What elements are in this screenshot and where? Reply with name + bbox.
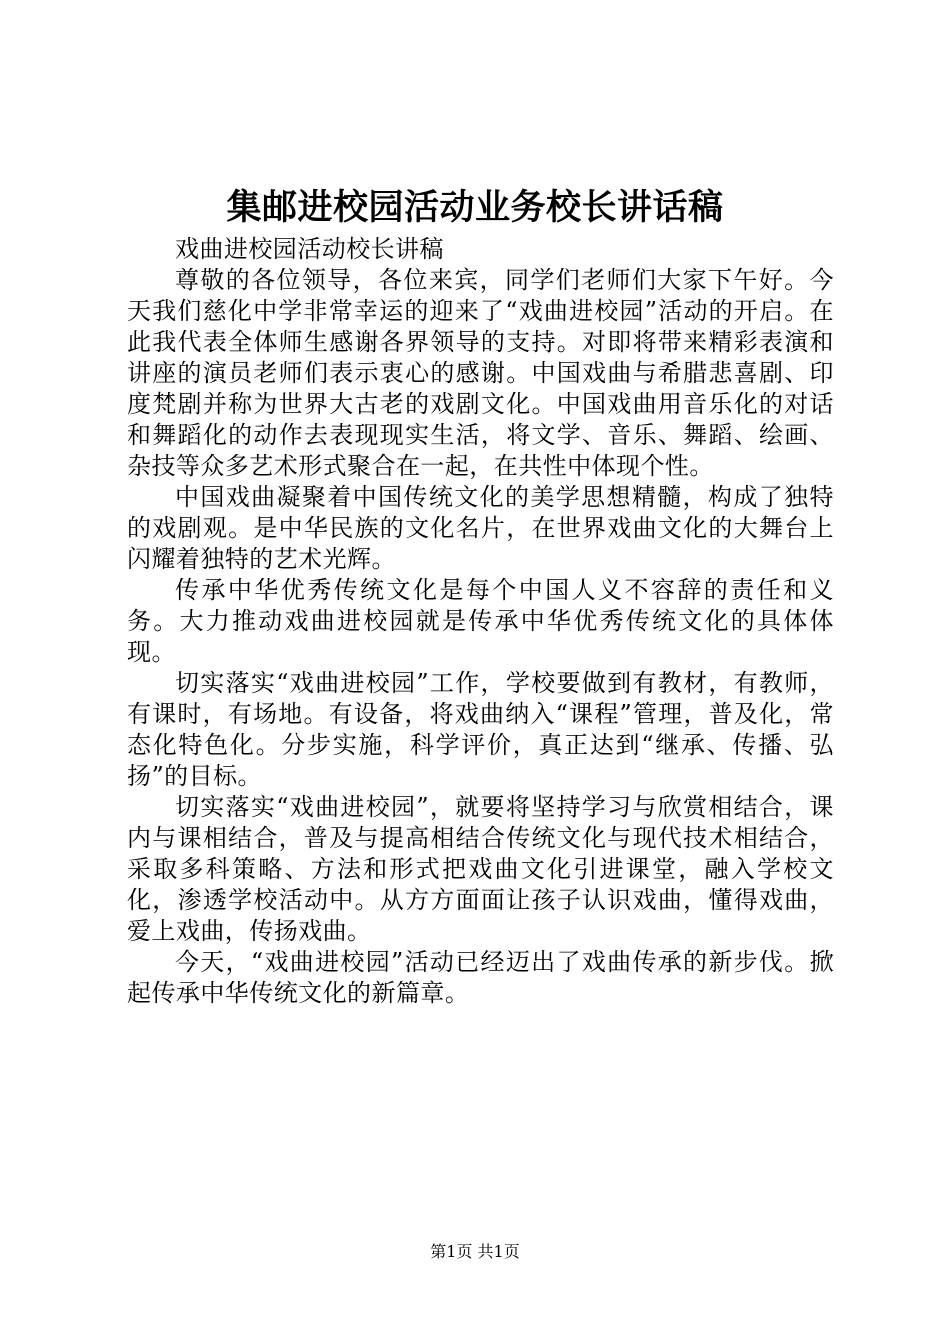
subtitle-paragraph: 戏曲进校园活动校长讲稿	[175, 235, 444, 263]
body-paragraph: 切实落实“戏曲进校园”，就要将坚持学习与欣赏相结合，课内与课相结合，普及与提高相结合传统文化与现代技术相结合，采取多科策略、方法和形式把戏曲文化引进课堂，融入学校文化，渗透学校活动中。从方方面面让孩子认识戏曲，懂得戏曲，爱上戏曲，传扬戏曲。	[127, 793, 834, 945]
document-title: 集邮进校园活动业务校长讲话稿	[226, 187, 724, 228]
page-number-label: 第1页 共1页	[430, 1242, 520, 1261]
body-paragraph: 今天，“戏曲进校园”活动已经迈出了戏曲传承的新步伐。掀起传承中华传统文化的新篇章。	[127, 948, 834, 1007]
document-body	[127, 234, 834, 1009]
page-footer	[0, 1240, 950, 1264]
body-paragraph: 传承中华优秀传统文化是每个中国人义不容辞的责任和义务。大力推动戏曲进校园就是传承中华优秀传统文化的具体体现。	[127, 576, 834, 666]
body-paragraph: 中国戏曲凝聚着中国传统文化的美学思想精髓，构成了独特的戏剧观。是中华民族的文化名片，在世界戏曲文化的大舞台上闪耀着独特的艺术光辉。	[127, 483, 834, 573]
body-paragraph: 切实落实“戏曲进校园”工作，学校要做到有教材，有教师，有课时，有场地。有设备，将戏曲纳入“课程”管理，普及化，常态化特色化。分步实施，科学评价，真正达到“继承、传播、弘扬”的目标。	[127, 669, 834, 790]
body-paragraph: 尊敬的各位领导，各位来宾，同学们老师们大家下午好。今天我们慈化中学非常幸运的迎来了“戏曲进校园”活动的开启。在此我代表全体师生感谢各界领导的支持。对即将带来精彩表演和讲座的演员老师们表示衷心的感谢。中国戏曲与希腊悲喜剧、印度梵剧并称为世界大古老的戏剧文化。中国戏曲用音乐化的对话和舞蹈化的动作去表现现实生活，将文学、音乐、舞蹈、绘画、杂技等众多艺术形式聚合在一起，在共性中体现个性。	[127, 266, 834, 480]
